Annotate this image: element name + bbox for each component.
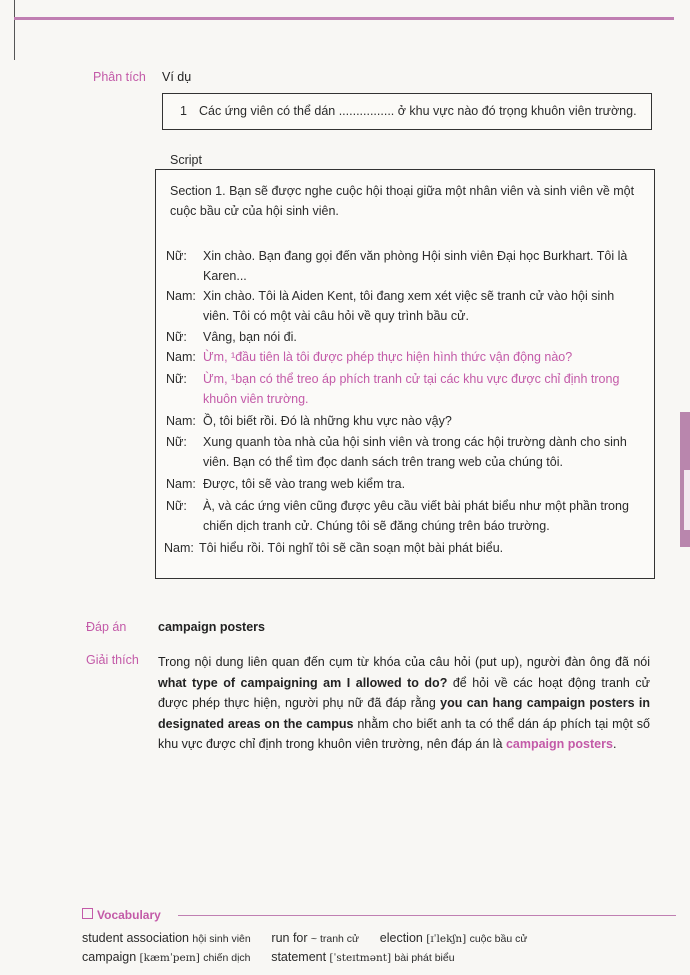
vocab-meaning: hội sinh viên (192, 933, 251, 945)
answer-label: Đáp án (86, 620, 127, 634)
explanation-keyphrase: you can hang campaign posters in designated areas on the campus (158, 696, 650, 731)
vocab-ipa: [ɪˈlekʃn] (426, 933, 467, 945)
explanation-keyphrase: what type of campaigning am I allowed to do? (158, 675, 448, 690)
speaker: Nam: (166, 289, 196, 303)
explanation-part: . (612, 737, 617, 751)
script-intro: Section 1. Bạn sẽ được nghe cuộc hội thoại giữa một nhân viên và sinh viên về một cuộc bầu cử của hội sinh viên. (170, 184, 635, 218)
line-text: Xin chào. Tôi là Aiden Kent, tôi đang xem xét việc sẽ tranh cử vào hội sinh viên. Tôi có một vài câu hỏi về quy trình bầu cử. (203, 289, 615, 323)
line-text: Xung quanh tòa nhà của hội sinh viên và trong các hội trường dành cho sinh viên. Bạn có thể tìm đọc danh sách trên trang web của chúng tôi. (203, 435, 627, 469)
line-text-highlight: Ừm, ¹đầu tiên là tôi được phép thực hiện hình thức vận động nào? (203, 350, 573, 364)
vocab-meaning: cuộc bầu cử (469, 933, 528, 945)
question-text: Các ứng viên có thể dán ................ ở khu vực nào đó trọng khuôn viên trường. (199, 104, 637, 118)
speaker: Nam: (164, 541, 194, 555)
speaker: Nữ: (166, 249, 187, 263)
vocab-meaning: chiến dịch (203, 952, 251, 964)
speaker: Nam: (166, 414, 196, 428)
vocab-term: statement (271, 950, 327, 964)
vocab-ipa: [kæmˈpeɪn] (139, 952, 200, 964)
vocab-term: campaign (82, 950, 137, 964)
vocabulary-title: Vocabulary (97, 908, 161, 922)
line-text: Ồ, tôi biết rồi. Đó là những khu vực nào vậy? (203, 414, 452, 428)
vocab-term: student association (82, 931, 190, 945)
question-number: 1 (180, 104, 187, 118)
line-text: À, và các ứng viên cũng được yêu cầu viết bài phát biểu như một phần trong chiến dịch tranh cử. Chúng tôi sẽ đăng chúng trên báo trường. (203, 499, 629, 533)
vocab-ipa: [ˈsteɪtmənt] (329, 952, 392, 964)
explanation-part: Trong nội dung liên quan đến cụm từ khóa của câu hỏi (put up), người đàn ông đã nói (158, 655, 650, 669)
vocab-term: election (379, 931, 423, 945)
example-label: Ví dụ (162, 70, 192, 84)
line-text: Vâng, bạn nói đi. (203, 330, 297, 344)
line-text: Tôi hiểu rồi. Tôi nghĩ tôi sẽ cần soạn một bài phát biểu. (199, 541, 504, 555)
speaker: Nữ: (166, 330, 187, 344)
speaker: Nam: (166, 477, 196, 491)
answer-value: campaign posters (158, 620, 265, 634)
explanation-answer: campaign posters (505, 737, 613, 751)
line-text: Xin chào. Bạn đang gọi đến văn phòng Hội sinh viên Đại học Burkhart. Tôi là Karen... (203, 249, 628, 283)
line-text-highlight: Ừm, ¹bạn có thể treo áp phích tranh cử tại các khu vực được chỉ định trong khuôn viên trường. (203, 372, 620, 406)
speaker: Nữ: (166, 435, 187, 449)
speaker: Nữ: (166, 499, 187, 513)
vocabulary-rule (178, 915, 676, 916)
vocab-meaning: ~ tranh cử (310, 933, 360, 945)
book-icon (82, 908, 93, 919)
vocab-term: run for (271, 931, 308, 945)
speaker: Nam: (166, 350, 196, 364)
analysis-label: Phân tích (93, 70, 146, 84)
question-box (162, 93, 652, 130)
page-edge (14, 0, 15, 60)
vocabulary-row (82, 950, 455, 964)
explanation-part: để hỏi về các hoạt động tranh cử được phép thực hiện, người phụ nữ đã đáp rằng (158, 675, 650, 710)
chapter-tab-marker (684, 470, 690, 530)
script-box (155, 169, 655, 579)
explanation-label: Giải thích (86, 653, 139, 667)
vocabulary-row (82, 931, 527, 945)
explanation-part: nhằm cho biết anh ta có thể dán áp phích tại một số khu vực được chỉ định trong khuôn viên trường, nên đáp án là (158, 716, 650, 751)
script-label: Script (170, 153, 202, 167)
speaker: Nữ: (166, 372, 187, 386)
explanation-text (158, 652, 650, 755)
header-rule (14, 17, 674, 20)
vocab-meaning: bài phát biểu (394, 952, 455, 964)
line-text: Được, tôi sẽ vào trang web kiểm tra. (203, 477, 406, 491)
